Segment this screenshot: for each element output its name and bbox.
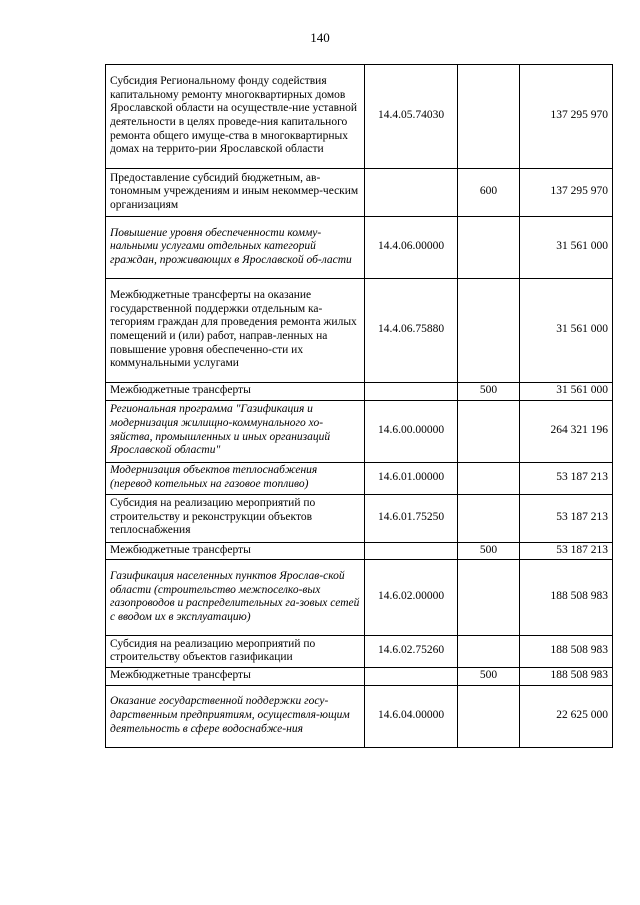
row-amount-cell: 137 295 970 xyxy=(520,169,613,217)
row-code-cell: 14.6.01.75250 xyxy=(365,494,458,542)
budget-table xyxy=(105,64,613,748)
row-amount-cell: 53 187 213 xyxy=(520,494,613,542)
row-name-cell: Межбюджетные трансферты xyxy=(106,542,365,560)
row-type-cell xyxy=(458,685,520,747)
row-amount-cell: 22 625 000 xyxy=(520,685,613,747)
table-row xyxy=(106,217,613,279)
row-amount-cell: 53 187 213 xyxy=(520,462,613,494)
table-row xyxy=(106,279,613,383)
table-row xyxy=(106,668,613,686)
row-code-cell: 14.4.05.74030 xyxy=(365,65,458,169)
row-code-cell: 14.6.02.75260 xyxy=(365,636,458,668)
row-name-cell: Субсидия на реализацию мероприятий по строительству и реконструкции объектов теплоснабжения xyxy=(106,494,365,542)
row-type-cell: 500 xyxy=(458,668,520,686)
table-row xyxy=(106,560,613,636)
row-type-cell xyxy=(458,400,520,462)
page-number: 140 xyxy=(310,30,330,45)
row-code-cell: 14.4.06.00000 xyxy=(365,217,458,279)
row-amount-cell: 31 561 000 xyxy=(520,217,613,279)
row-type-cell: 600 xyxy=(458,169,520,217)
row-type-cell xyxy=(458,65,520,169)
row-code-cell xyxy=(365,383,458,401)
row-amount-cell: 188 508 983 xyxy=(520,668,613,686)
row-name-cell: Межбюджетные трансферты xyxy=(106,668,365,686)
row-type-cell xyxy=(458,217,520,279)
table-row xyxy=(106,636,613,668)
row-name-cell: Газификация населенных пунктов Ярослав-ской области (строительство межпоселко-вых газопроводов и распределительных га-зовых сетей с вводом их в эксплуатацию) xyxy=(106,560,365,636)
table-row xyxy=(106,400,613,462)
row-name-cell: Субсидия на реализацию мероприятий по строительству объектов газификации xyxy=(106,636,365,668)
row-code-cell: 14.6.01.00000 xyxy=(365,462,458,494)
row-type-cell xyxy=(458,636,520,668)
row-name-cell: Межбюджетные трансферты на оказание государственной поддержки отдельным ка-тегориям граждан для проведения ремонта жилых помещений и (или) работ, направ-ленных на повышение уровня обеспеченно-сти их коммунальными услугами xyxy=(106,279,365,383)
row-code-cell xyxy=(365,668,458,686)
row-amount-cell: 31 561 000 xyxy=(520,279,613,383)
row-code-cell: 14.6.00.00000 xyxy=(365,400,458,462)
row-amount-cell: 53 187 213 xyxy=(520,542,613,560)
row-amount-cell: 188 508 983 xyxy=(520,560,613,636)
row-amount-cell: 264 321 196 xyxy=(520,400,613,462)
table-row xyxy=(106,169,613,217)
row-code-cell xyxy=(365,169,458,217)
row-amount-cell: 188 508 983 xyxy=(520,636,613,668)
row-amount-cell: 137 295 970 xyxy=(520,65,613,169)
row-code-cell: 14.6.04.00000 xyxy=(365,685,458,747)
row-name-cell: Субсидия Региональному фонду содействия капитальному ремонту многоквартирных домов Ярославской области на осуществле-ние уставной деятельности в целях проведе-ния капитального ремонта общего имуще-ства в многоквартирных домах на террито-рии Ярославской области xyxy=(106,65,365,169)
row-code-cell xyxy=(365,542,458,560)
table-row xyxy=(106,383,613,401)
table-row xyxy=(106,65,613,169)
row-name-cell: Межбюджетные трансферты xyxy=(106,383,365,401)
row-name-cell: Модернизация объектов теплоснабжения (перевод котельных на газовое топливо) xyxy=(106,462,365,494)
budget-table-body xyxy=(106,65,613,748)
row-type-cell: 500 xyxy=(458,383,520,401)
row-type-cell xyxy=(458,462,520,494)
row-name-cell: Оказание государственной поддержки госу-дарственным предприятиям, осуществля-ющим деятельность в сфере водоснабже-ния xyxy=(106,685,365,747)
table-row xyxy=(106,685,613,747)
row-type-cell xyxy=(458,279,520,383)
table-row xyxy=(106,542,613,560)
row-type-cell xyxy=(458,560,520,636)
row-type-cell: 500 xyxy=(458,542,520,560)
row-code-cell: 14.4.06.75880 xyxy=(365,279,458,383)
row-type-cell xyxy=(458,494,520,542)
row-code-cell: 14.6.02.00000 xyxy=(365,560,458,636)
row-name-cell: Предоставление субсидий бюджетным, ав-тономным учреждениям и иным некоммер-ческим организациям xyxy=(106,169,365,217)
table-row xyxy=(106,462,613,494)
table-row xyxy=(106,494,613,542)
row-name-cell: Повышение уровня обеспеченности комму-нальными услугами отдельных категорий граждан, проживающих в Ярославской об-ласти xyxy=(106,217,365,279)
row-amount-cell: 31 561 000 xyxy=(520,383,613,401)
row-name-cell: Региональная программа "Газификация и модернизация жилищно-коммунального хо-зяйства, промышленных и иных организаций Ярославской области" xyxy=(106,400,365,462)
